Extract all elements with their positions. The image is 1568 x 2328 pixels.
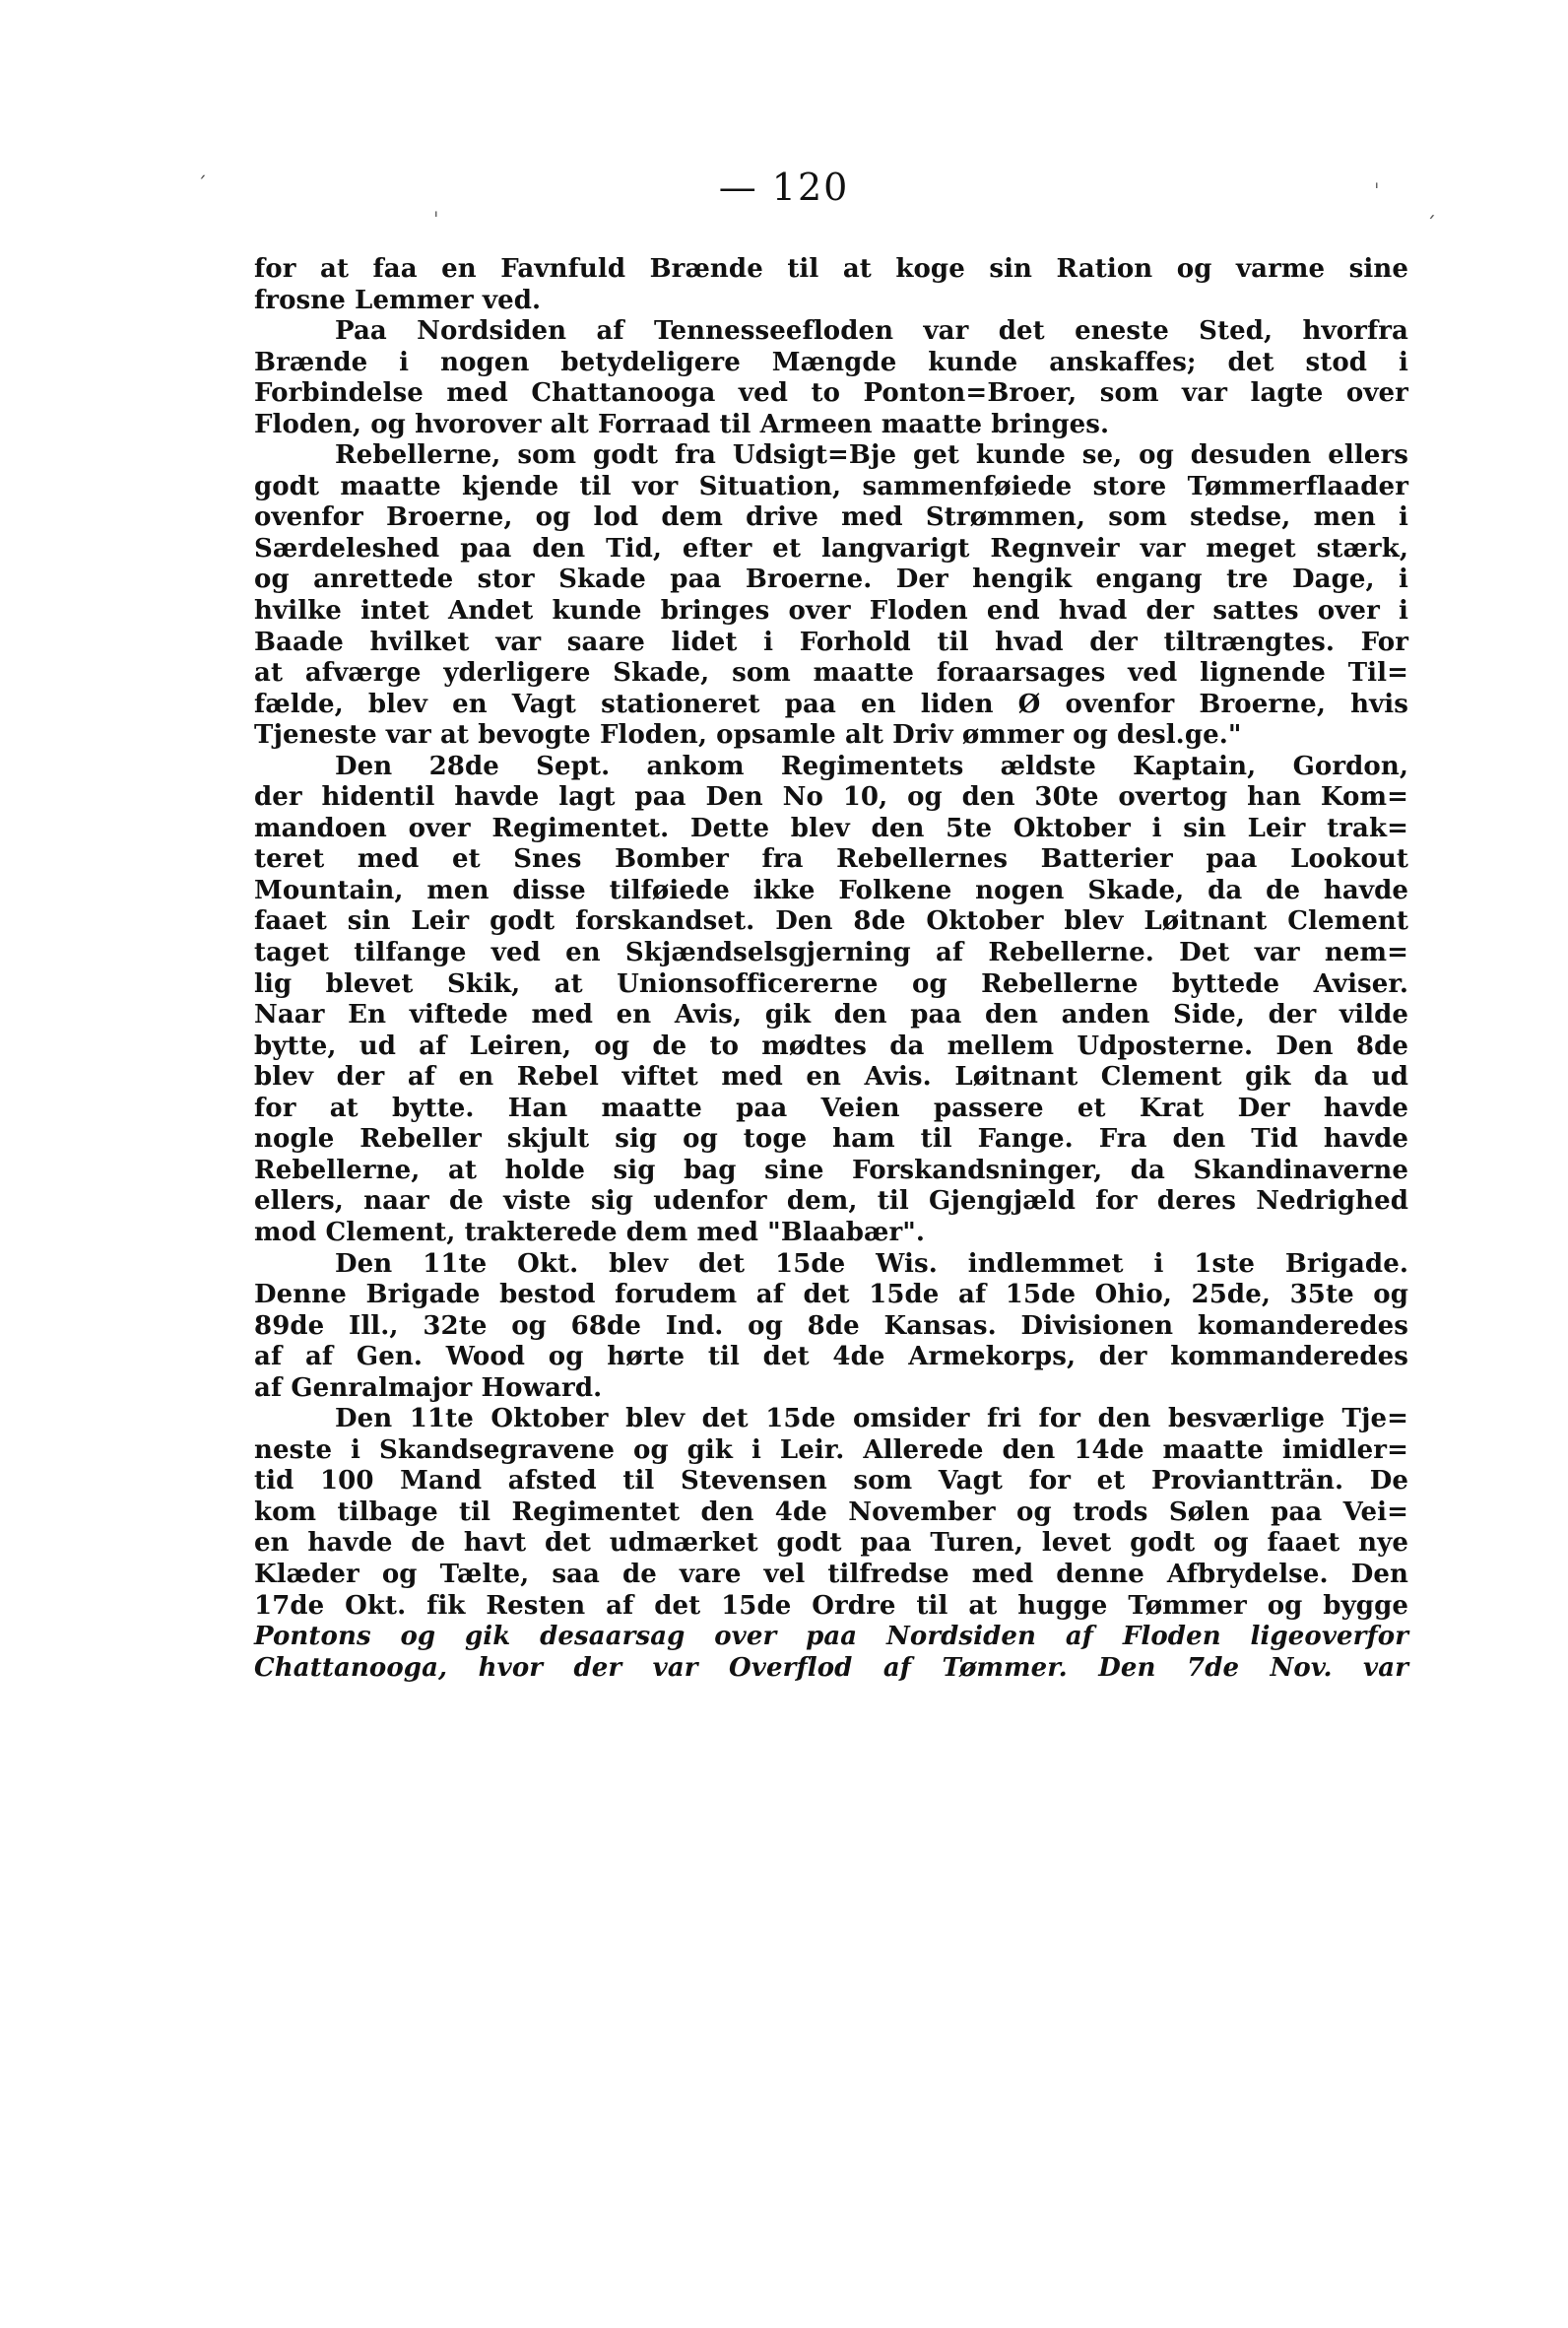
text-line: Mountain, men disse tilføiede ikke Folkene nogen Skade, da de havde: [254, 875, 1408, 905]
text-line: lig blevet Skik, at Unionsofficererne og Rebellerne byttede Aviser.: [254, 968, 1408, 999]
text-line: Rebellerne, at holde sig bag sine Forskandsninger, da Skandinaverne: [254, 1155, 1408, 1185]
text-line: mandoen over Regimentet. Dette blev den 5te Oktober i sin Leir trak=: [254, 813, 1408, 843]
text-line: ovenfor Broerne, og lod dem drive med Strømmen, som stedse, men i: [254, 502, 1408, 533]
text-line: frosne Lemmer ved.: [254, 285, 542, 315]
text-line: Den 11te Okt. blev det 15de Wis. indlemmet i 1ste Brigade.: [335, 1248, 1408, 1279]
text-line: en havde de havt det udmærket godt paa Turen, levet godt og faaet nye: [254, 1528, 1408, 1559]
text-line: 89de Ill., 32te og 68de Ind. og 8de Kansas. Divisionen komanderedes: [254, 1310, 1408, 1341]
text-line: neste i Skandsegravene og gik i Leir. Allerede den 14de maatte imidler=: [254, 1434, 1408, 1465]
text-line: Brænde i nogen betydeligere Mængde kunde anskaffes; det stod i: [254, 347, 1408, 377]
text-line: Naar En viftede med en Avis, gik den paa den anden Side, der vilde: [254, 1000, 1408, 1031]
text-line: fælde, blev en Vagt stationeret paa en liden Ø ovenfor Broerne, hvis: [254, 689, 1408, 719]
text-line: nogle Rebeller skjult sig og toge ham til Fange. Fra den Tid havde: [254, 1124, 1408, 1155]
text-line: af af Gen. Wood og hørte til det 4de Armekorps, der kommanderedes: [254, 1342, 1408, 1372]
text-line: kom tilbage til Regimentet den 4de November og trods Sølen paa Vei=: [254, 1497, 1408, 1527]
text-line: at afværge yderligere Skade, som maatte foraarsages ved lignende Til=: [254, 658, 1408, 689]
text-line: mod Clement, trakterede dem med "Blaabær".: [254, 1217, 926, 1247]
text-line: blev der af en Rebel viftet med en Avis. Løitnant Clement gik da ud: [254, 1062, 1408, 1093]
scan-speck: ˈ: [1374, 179, 1380, 203]
text-line: Den 11te Oktober blev det 15de omsider fri for den besværlige Tje=: [335, 1404, 1408, 1434]
text-line: taget tilfange ved en Skjændselsgjerning af Rebellerne. Det var nem=: [254, 938, 1408, 968]
text-line: Pontons og gik desaarsag over paa Nordsiden af Floden ligeoverfor: [254, 1622, 1408, 1652]
text-line: Chattanooga, hvor der var Overflod af Tømmer. Den 7de Nov. var: [254, 1652, 1408, 1683]
text-line: for at bytte. Han maatte paa Veien passere et Krat Der havde: [254, 1093, 1408, 1123]
text-line: tid 100 Mand afsted til Stevensen som Vagt for et Proviantträn. De: [254, 1466, 1408, 1497]
scan-speck: ˏ: [1426, 195, 1436, 219]
text-line: godt maatte kjende til vor Situation, sammenføiede store Tømmerflaader: [254, 471, 1408, 501]
text-line: af Genralmajor Howard.: [254, 1372, 603, 1403]
page-number: — 120: [718, 166, 850, 209]
text-line: Baade hvilket var saare lidet i Forhold til hvad der tiltrængtes. For: [254, 627, 1408, 657]
text-line: for at faa en Favnfuld Brænde til at koge sin Ration og varme sine: [254, 254, 1408, 284]
body-text: [254, 254, 1408, 1684]
text-line: Tjeneste var at bevogte Floden, opsamle alt Driv ømmer og desl.ge.": [254, 720, 1242, 751]
text-line: 17de Okt. fik Resten af det 15de Ordre til at hugge Tømmer og bygge: [254, 1590, 1408, 1621]
text-line: Særdeleshed paa den Tid, efter et langvarigt Regnveir var meget stærk,: [254, 533, 1408, 564]
text-line: og anrettede stor Skade paa Broerne. Der hengik engang tre Dage, i: [254, 565, 1408, 595]
text-line: faaet sin Leir godt forskandset. Den 8de Oktober blev Løitnant Clement: [254, 906, 1408, 937]
text-line: Denne Brigade bestod forudem af det 15de af 15de Ohio, 25de, 35te og: [254, 1280, 1408, 1310]
text-line: Den 28de Sept. ankom Regimentets ældste Kaptain, Gordon,: [335, 751, 1408, 781]
text-line: bytte, ud af Leiren, og de to mødtes da mellem Udposterne. Den 8de: [254, 1031, 1408, 1061]
text-line: der hidentil havde lagt paa Den No 10, og den 30te overtog han Kom=: [254, 782, 1408, 813]
text-line: Paa Nordsiden af Tennesseefloden var det eneste Sted, hvorfra: [335, 316, 1408, 347]
text-line: Floden, og hvorover alt Forraad til Armeen maatte bringes.: [254, 409, 1110, 439]
scan-speck: ˌ: [433, 195, 439, 219]
scan-speck: ˊ: [197, 172, 207, 196]
text-line: hvilke intet Andet kunde bringes over Floden end hvad der sattes over i: [254, 596, 1408, 627]
text-line: Klæder og Tælte, saa de vare vel tilfredse med denne Afbrydelse. Den: [254, 1559, 1408, 1589]
text-line: Rebellerne, som godt fra Udsigt=Bje get kunde se, og desuden ellers: [335, 440, 1408, 471]
text-line: teret med et Snes Bomber fra Rebellernes Batterier paa Lookout: [254, 844, 1408, 875]
text-line: Forbindelse med Chattanooga ved to Ponton=Broer, som var lagte over: [254, 378, 1408, 409]
text-line: ellers, naar de viste sig udenfor dem, til Gjengjæld for deres Nedrighed: [254, 1186, 1408, 1217]
